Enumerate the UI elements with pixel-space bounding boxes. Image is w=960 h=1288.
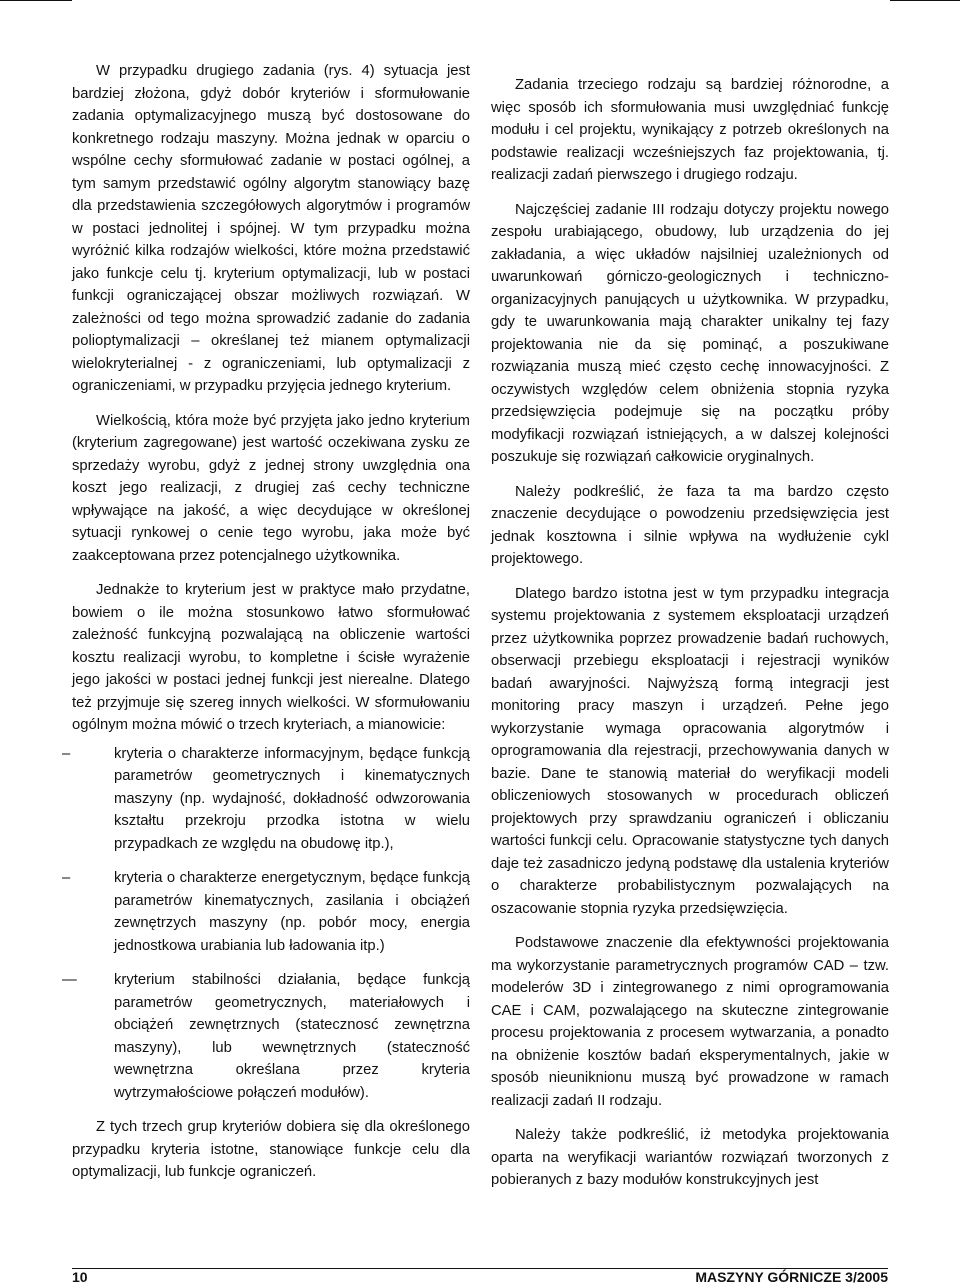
top-right-rule (890, 0, 960, 1)
criteria-list (62, 743, 470, 1105)
dash-bullet: — (62, 972, 77, 988)
dash-bullet: – (62, 745, 71, 762)
paragraph: Jednakże to kryterium jest w praktyce mało przydatne, bowiem o ile można stosunkowo łatwo sformułować zależność funkcyjną pozwalającą na obliczenie wartości kosztu realizacji wyrobu, to kompletne i ścisłe wyrażenie jego jakości w postaci jednej funkcji jest nierealne. Dlatego też przyjmuje się szereg innych wielkości. W sformułowaniu ogólnym można mówić o trzech kryteriach, a mianowicie: (72, 582, 470, 733)
paragraph: Najczęściej zadanie III rodzaju dotyczy projektu nowego zespołu urabiającego, obudowy, lub urządzenia do jej zakładania, a więc układów najsilniej uzależnionych od uwarunkowań górniczo-geologicznych i techniczno-organizacyjnych panujących u użytkownika. W przypadku, gdy te uwarunkowania mają charakter unikalny tej fazy projektowania nie da się pominąć, a poszukiwane rozwiązania muszą mieć często cechę innowacyjności. Z oczywistych względów celem obniżenia stopnia ryzyka przedsięwzięcia podejmuje się na początku próby modyfikacji rozwiązań istniejących, a w dalszej kolejności poszukuje się rozwiązań całkowicie oryginalnych. (491, 201, 889, 465)
paragraph: Należy podkreślić, że faza ta ma bardzo często znaczenie decydujące o powodzeniu przedsięwzięcia jest jednak kosztowna i silnie wpływa na wydłużenie cykl projektowego. (491, 483, 889, 567)
left-column (62, 60, 470, 1196)
right-column (491, 74, 889, 1204)
paragraph: W przypadku drugiego zadania (rys. 4) sytuacja jest bardziej złożona, gdyż dobór kryteriów i sformułowanie zadania optymalizacyjnego muszą być dostosowane do konkretnego rodzaju maszyny. Można jednak w oparciu o wspólne cechy sformułować zadanie w postaci ogólnej, a tym samym przedstawić ogólny algorytm stanowiący bazę dla przedstawienia szczegółowych algorytmów i programów w postaci jednolitej i spójnej. W tym przypadku można wyróżnić kilka rodzajów wielkości, które można przedstawić jako funkcje celu tj. kryterium optymalizacji, lub w postaci funkcji ograniczającej obszar możliwych rozwiązań. W zależności od tego można sprowadzić zadanie do zadania polioptymalizacji – określanej też mianem optymalizacji wielokryterialnej - z ograniczeniami, lub optymalizacji z ograniczeniami, w przypadku przyjęcia jednego kryterium. (72, 63, 470, 394)
paragraph: Wielkością, która może być przyjęta jako jedno kryterium (kryterium zagregowane) jest wartość oczekiwana zysku ze sprzedaży wyrobu, gdyż z jednej strony uwzględnia ona koszt jego realizacji, z drugiej zaś cechy techniczne wpływające na jakość, a więc decydujące w określonej sytuacji rynkowej o cenie tego wyrobu, jaka może być zaakceptowana przez potencjalnego użytkownika. (72, 412, 470, 564)
list-item-text: kryteria o charakterze informacyjnym, będące funkcją parametrów geometrycznych i kinematycznych maszyny (np. wydajność, dokładność odwzorowania kształtu przekroju przodka istotna w wielu przypadkach ze względu na obudowę itp.), (114, 745, 470, 852)
paragraph: Zadania trzeciego rodzaju są bardziej różnorodne, a więc sposób ich sformułowania musi uwzględniać funkcję modułu i cel projektu, wynikający z potrzeb określonych na podstawie realizacji wcześniejszych faz projektowania, tj. realizacji zadań pierwszego i drugiego rodzaju. (491, 77, 889, 183)
paragraph: Należy także podkreślić, iż metodyka projektowania oparta na weryfikacji wariantów rozwiązań tworzonych z pobieranych z bazy modułów konstrukcyjnych jest (491, 1127, 889, 1188)
list-item-text: kryterium stabilności działania, będące funkcją parametrów geometrycznych, materiałowych i obciążeń zewnętrznych (statecznosć zewnętrzna maszyny), lub wewnętrznych (stateczność wewnętrzna określana przez kryteria wytrzymałościowe połączeń modułów). (114, 972, 470, 1101)
list-item (62, 867, 470, 957)
journal-title: MASZYNY GÓRNICZE 3/2005 (695, 1269, 888, 1285)
list-item (62, 969, 470, 1104)
top-left-rule (0, 0, 72, 1)
page-number: 10 (72, 1269, 88, 1285)
dash-bullet: – (62, 870, 71, 886)
paragraph: Z tych trzech grup kryteriów dobiera się dla określonego przypadku kryteria istotne, stanowiące funkcje celu dla optymalizacji, lub funkcje ograniczeń. (72, 1119, 470, 1180)
paragraph: Podstawowe znaczenie dla efektywności projektowania ma wykorzystanie parametrycznych programów CAD – tzw. modelerów 3D i zintegrowanego z nimi oprogramowania CAE i CAM, pozwalającego na skuteczne zintegrowanie procesu projektowania z procesem wytwarzania, a ponadto na obniżenie kosztów badań eksperymentalnych, jakie w sposób nieuniknionu muszą być prowadzone w ramach realizacji zadań II rodzaju. (491, 935, 889, 1109)
list-item-text: kryteria o charakterze energetycznym, będące funkcją parametrów kinematycznych, zasilania i obciążeń zewnętrzych maszyny (np. pobór mocy, energia jednostkowa urabiania lub ładowania itp.) (114, 870, 470, 954)
paragraph: Dlatego bardzo istotna jest w tym przypadku integracja systemu projektowania z systemem eksploatacji urządzeń przez użytkownika poprzez prowadzenie badań ruchowych, obserwacji przebiegu eksploatacji i rejestracji wyników badań awaryjności. Najwyższą formą integracji jest monitoring pracy maszyn i urządzeń. Pełne jego wykorzystanie wymaga opracowania algorytmów i oprogramowania dla rejestracji, przechowywania danych w bazie. Dane te stanowią materiał do weryfikacji modeli obliczeniowych stosowanych w procedurach obliczeń projektowych przy sprawdzaniu ograniczeń i obliczaniu wartości funkcji celu. Opracowanie statystyczne tych danych daje też zasadniczo jedyną podstawę dla ustalenia kryteriów o charakterze probabilistycznym pozwalających na oszacowanie stopnia ryzyka przedsięwzięcia. (491, 585, 889, 917)
list-item (62, 743, 470, 856)
